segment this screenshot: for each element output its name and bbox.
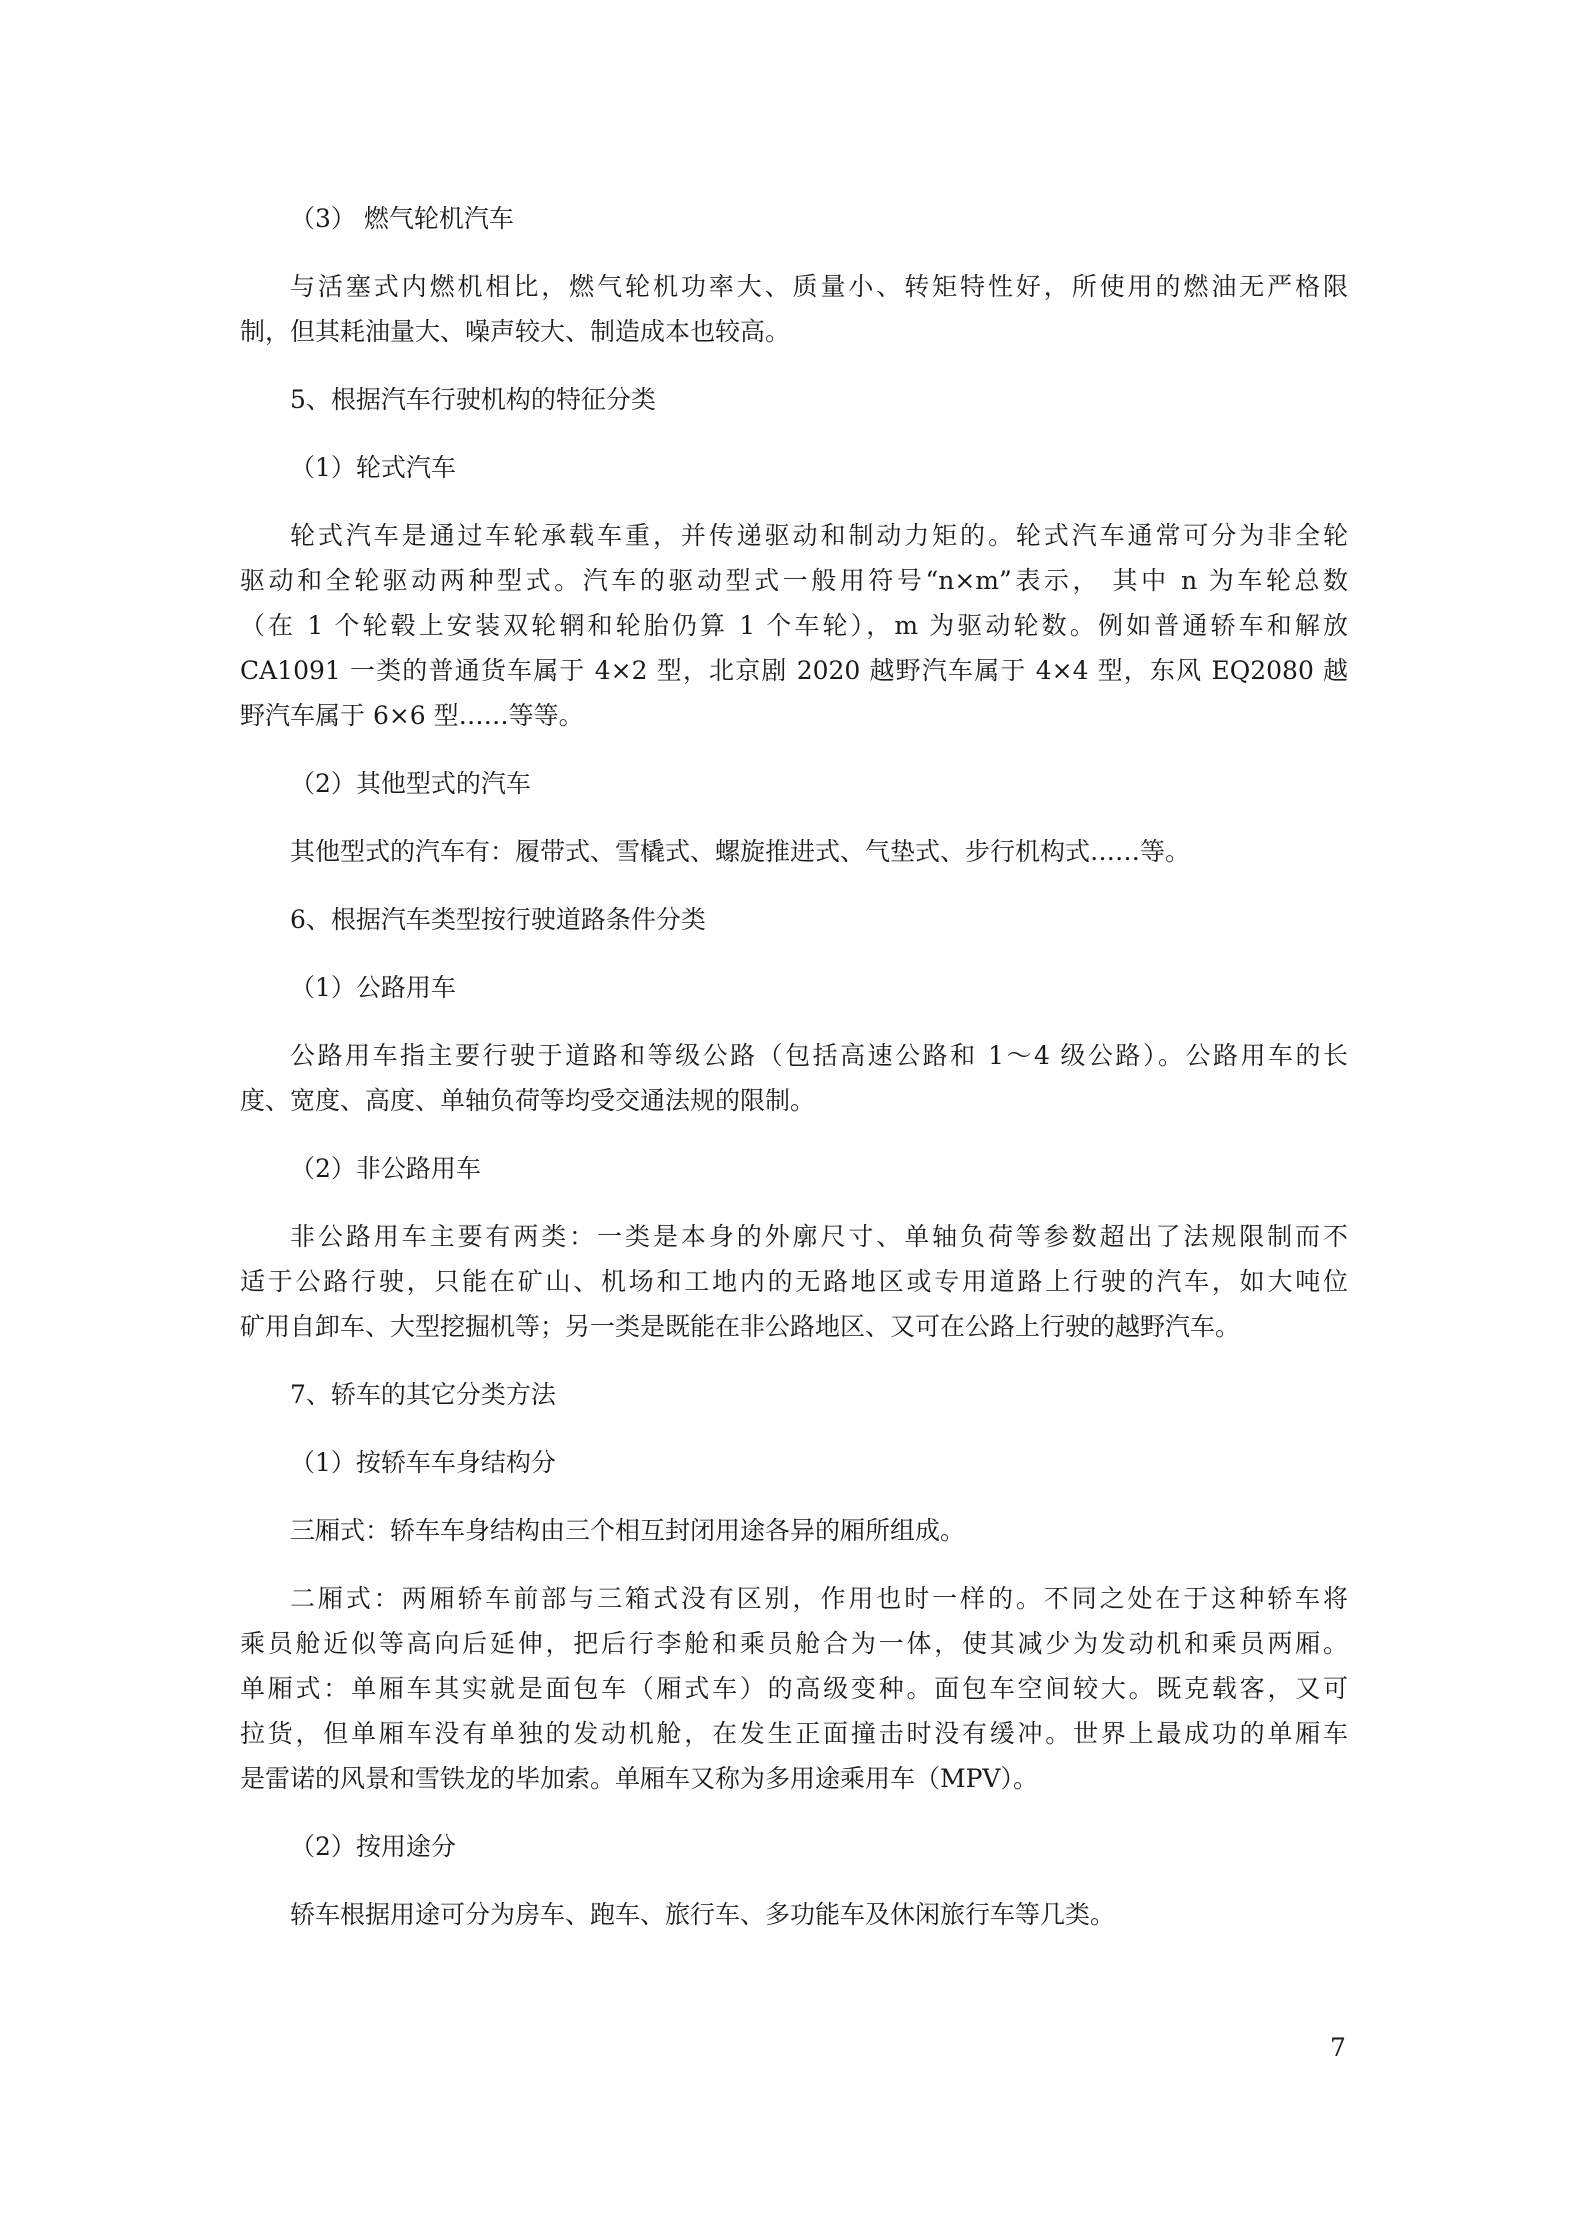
- paragraph: [240, 1892, 1348, 1937]
- text-line: （2）非公路用车: [290, 1154, 481, 1183]
- paragraph-gap: [240, 738, 1348, 761]
- paragraph-gap: [240, 1123, 1348, 1146]
- section-heading: [240, 1440, 1348, 1485]
- text-line: 6、根据汽车类型按行驶道路条件分类: [290, 905, 706, 934]
- paragraph-gap: [240, 1010, 1348, 1033]
- text-line: 制，但其耗油量大、噪声较大、制造成本也较高。: [240, 317, 791, 346]
- paragraph-gap: [240, 806, 1348, 829]
- page-number: 7: [1330, 2033, 1346, 2062]
- text-line: 三厢式：轿车车身结构由三个相互封闭用途各异的厢所组成。: [290, 1516, 966, 1545]
- paragraph: [240, 513, 1348, 738]
- text-line: 5、根据汽车行驶机构的特征分类: [290, 385, 656, 414]
- section-heading: [240, 1372, 1348, 1417]
- paragraph-gap: [240, 1191, 1348, 1214]
- paragraph-gap: [240, 490, 1348, 513]
- section-heading: [240, 196, 1348, 241]
- text-line: 适于公路行驶，只能在矿山、机场和工地内的无路地区或专用道路上行驶的汽车，如大吨位: [240, 1267, 1348, 1296]
- text-line: 野汽车属于 6×6 型……等等。: [240, 701, 584, 730]
- section-heading: [240, 1824, 1348, 1869]
- paragraph: [240, 264, 1348, 354]
- text-line: 其他型式的汽车有：履带式、雪橇式、螺旋推进式、气垫式、步行机构式……等。: [290, 837, 1191, 866]
- text-line: 公路用车指主要行驶于道路和等级公路（包括高速公路和 1～4 级公路）。公路用车的长: [290, 1041, 1348, 1070]
- text-line: （3） 燃气轮机汽车: [290, 204, 514, 233]
- paragraph: [240, 1214, 1348, 1349]
- text-line: 轮式汽车是通过车轮承载车重，并传递驱动和制动力矩的。轮式汽车通常可分为非全轮: [290, 521, 1348, 550]
- paragraph-gap: [240, 1485, 1348, 1508]
- page-body: [240, 196, 1348, 1937]
- section-heading: [240, 445, 1348, 490]
- paragraph-gap: [240, 241, 1348, 264]
- section-heading: [240, 965, 1348, 1010]
- paragraph-gap: [240, 1869, 1348, 1892]
- text-line: 度、宽度、高度、单轴负荷等均受交通法规的限制。: [240, 1086, 816, 1115]
- paragraph: [240, 1508, 1348, 1553]
- text-line: 单厢式：单厢车其实就是面包车（厢式车）的高级变种。面包车空间较大。既克载客，又可: [240, 1674, 1348, 1703]
- section-heading: [240, 897, 1348, 942]
- section-heading: [240, 761, 1348, 806]
- paragraph-gap: [240, 1417, 1348, 1440]
- section-heading: [240, 1146, 1348, 1191]
- paragraph: [240, 1576, 1348, 1801]
- text-line: （2）其他型式的汽车: [290, 769, 531, 798]
- text-line: 矿用自卸车、大型挖掘机等；另一类是既能在非公路地区、又可在公路上行驶的越野汽车。: [240, 1312, 1241, 1341]
- text-line: 乘员舱近似等高向后延伸，把后行李舱和乘员舱合为一体，使其减少为发动机和乘员两厢。: [240, 1629, 1348, 1658]
- text-line: 二厢式：两厢轿车前部与三箱式没有区别，作用也时一样的。不同之处在于这种轿车将: [290, 1584, 1348, 1613]
- paragraph-gap: [240, 1553, 1348, 1576]
- text-line: 是雷诺的风景和雪铁龙的毕加索。单厢车又称为多用途乘用车（MPV）。: [240, 1764, 1038, 1793]
- text-line: （1）按轿车车身结构分: [290, 1448, 556, 1477]
- paragraph: [240, 1033, 1348, 1123]
- text-line: 驱动和全轮驱动两种型式。汽车的驱动型式一般用符号“n×m”表示， 其中 n 为车轮总数: [240, 566, 1348, 595]
- text-line: （2）按用途分: [290, 1832, 456, 1861]
- paragraph-gap: [240, 874, 1348, 897]
- text-line: 非公路用车主要有两类：一类是本身的外廓尺寸、单轴负荷等参数超出了法规限制而不: [290, 1222, 1348, 1251]
- paragraph-gap: [240, 1349, 1348, 1372]
- text-line: 7、轿车的其它分类方法: [290, 1380, 556, 1409]
- section-heading: [240, 377, 1348, 422]
- paragraph-gap: [240, 422, 1348, 445]
- text-line: CA1091 一类的普通货车属于 4×2 型，北京剧 2020 越野汽车属于 4×4 型，东风 EQ2080 越: [240, 656, 1348, 685]
- paragraph: [240, 829, 1348, 874]
- paragraph-gap: [240, 1801, 1348, 1824]
- text-line: （1）轮式汽车: [290, 453, 456, 482]
- paragraph-gap: [240, 354, 1348, 377]
- text-line: 拉货，但单厢车没有单独的发动机舱，在发生正面撞击时没有缓冲。世界上最成功的单厢车: [240, 1719, 1348, 1748]
- paragraph-gap: [240, 942, 1348, 965]
- text-line: （1）公路用车: [290, 973, 456, 1002]
- text-line: 与活塞式内燃机相比，燃气轮机功率大、质量小、转矩特性好，所使用的燃油无严格限: [290, 272, 1348, 301]
- text-line: （在 1 个轮毂上安装双轮辋和轮胎仍算 1 个车轮），m 为驱动轮数。例如普通轿车和解放: [240, 611, 1348, 640]
- text-line: 轿车根据用途可分为房车、跑车、旅行车、多功能车及休闲旅行车等几类。: [290, 1900, 1116, 1929]
